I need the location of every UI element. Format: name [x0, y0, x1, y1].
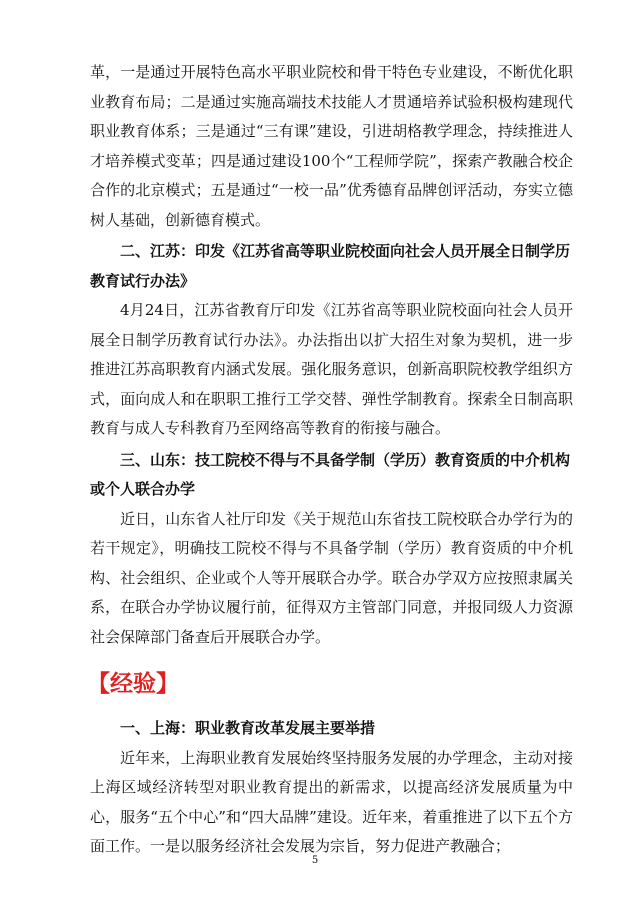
page-number: 5	[311, 855, 319, 866]
heading-jiangsu: 二、江苏：印发《江苏省高等职业院校面向社会人员开展全日制学历教育试行办法》	[90, 242, 571, 290]
paragraph-shandong: 近日，山东省人社厅印发《关于规范山东省技工院校联合办学行为的若干规定》，明确技工院校不得与不具备学制（学历）教育资质的中介机构、社会组织、企业或个人等开展联合办学。联合办学双方应按照隶属关系，在联合办学协议履行前，征得双方主管部门同意，并报同级人力资源社会保障部门备查后开展联合办学。	[90, 509, 573, 646]
heading-shandong: 三、山东：技工院校不得与不具备学制（学历）教育资质的中介机构或个人联合办学	[90, 450, 571, 498]
paragraph-shanghai: 近年来，上海职业教育发展始终坚持服务发展的办学理念，主动对接上海区域经济转型对职业教育提出的新需求，以提高经济发展质量为中心，服务“五个中心”和“四大品牌”建设。近年来，着重推进了以下五个方面工作。一是以服务经济社会发展为宗旨，努力促进产教融合；	[90, 748, 573, 855]
page-body	[87, 58, 573, 862]
heading-shanghai: 一、上海：职业教育改革发展主要举措	[120, 719, 376, 737]
paragraph-jiangsu: 4月24日，江苏省教育厅印发《江苏省高等职业院校面向社会人员开展全日制学历教育试行办法》。办法指出以扩大招生对象为契机，进一步推进江苏高职教育内涵式发展。强化服务意识，创新高职院校教学组织方式，面向成人和在职职工推行工学交替、弹性学制教育。探索全日制高职教育与成人专科教育乃至网络高等教育的衔接与融合。	[90, 301, 573, 437]
paragraph-beijing-continued: 革，一是通过开展特色高水平职业院校和骨干特色专业建设，不断优化职业教育布局；二是通过实施高端技术技能人才贯通培养试验积极构建现代职业教育体系；三是通过“三有课”建设，引进胡格教学理念，持续推进人才培养模式变革；四是通过建设100个“工程师学院”，探索产教融合校企合作的北京模式；五是通过“一校一品”优秀德育品牌创评活动，夯实立德树人基础，创新德育模式。	[90, 63, 573, 229]
section-heading-experience: 【经验】	[87, 671, 179, 697]
